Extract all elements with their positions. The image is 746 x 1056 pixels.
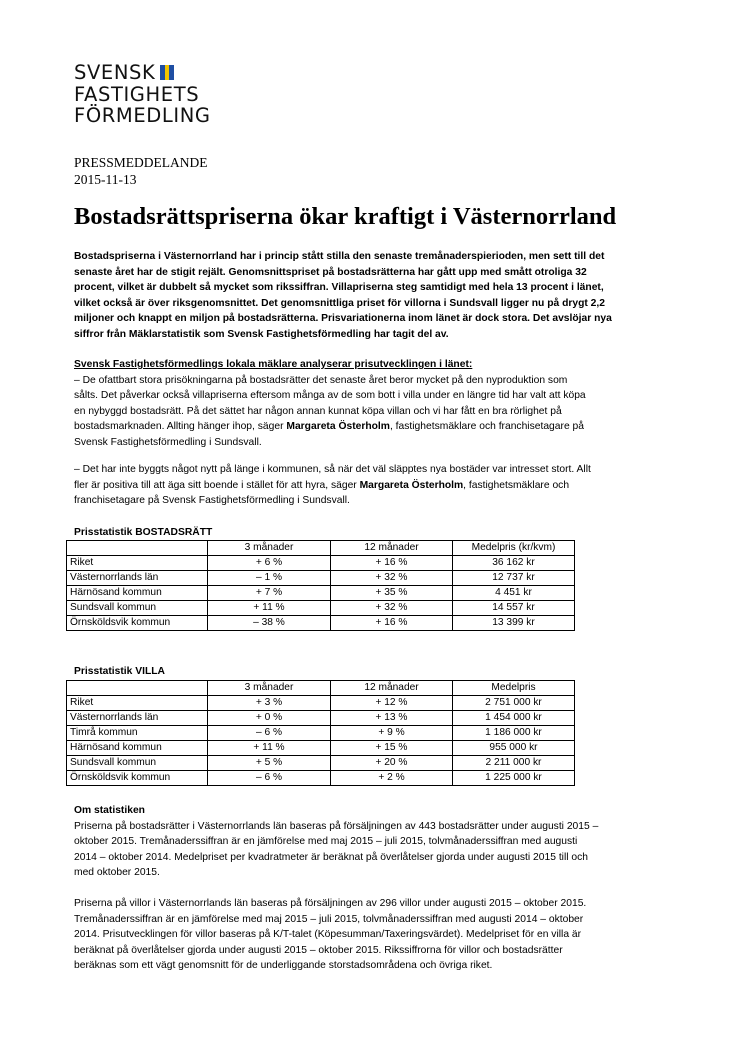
change-3m-cell: – 1 %	[208, 571, 331, 586]
intro-line: Bostadspriserna i Västernorrland har i princip stått stilla den senaste tremånaderspierioden, men sett till det	[74, 251, 605, 262]
table-header-row	[67, 681, 575, 696]
table-row	[67, 726, 575, 741]
region-cell: Riket	[67, 696, 208, 711]
header-cell	[67, 541, 208, 556]
quote-line: Svensk Fastighetsförmedling i Sundsvall.	[74, 436, 262, 448]
table-row	[67, 556, 575, 571]
about-line: beräknat på överlåtelser gjorda under augusti 2015 – oktober 2015. Rikssiffrorna för villor och bostadsrätter	[74, 944, 563, 956]
villa-table	[66, 680, 575, 786]
table-row	[67, 696, 575, 711]
region-cell: Härnösand kommun	[67, 586, 208, 601]
change-3m-cell: + 11 %	[208, 741, 331, 756]
quote-line: franchisetagare på Svensk Fastighetsförmedling i Sundsvall.	[74, 495, 350, 506]
quote-text: fler är positiva till att äga sitt boende i stället för att hyra, säger	[74, 479, 360, 491]
table-header-row	[67, 541, 575, 556]
bostadsratt-table	[66, 540, 575, 631]
avg-price-cell: 1 186 000 kr	[453, 726, 575, 741]
region-cell: Örnsköldsvik kommun	[67, 771, 208, 786]
header-cell	[67, 681, 208, 696]
change-3m-cell: – 6 %	[208, 771, 331, 786]
company-logo	[74, 62, 211, 127]
change-12m-cell: + 2 %	[331, 771, 453, 786]
avg-price-cell: 13 399 kr	[453, 616, 575, 631]
document-date: 2015-11-13	[74, 172, 137, 187]
document-type: PRESSMEDDELANDE	[74, 155, 208, 170]
table-row	[67, 756, 575, 771]
intro-paragraph	[74, 249, 684, 342]
quote-text: , fastighetsmäklare och	[463, 479, 570, 491]
header-cell: 12 månader	[331, 541, 453, 556]
table-row	[67, 586, 575, 601]
table-row	[67, 741, 575, 756]
intro-line: miljoner och knappt en miljon på bostadsrätterna. Prisvariationerna inom länet är dock stora. Det avslöjar nya	[74, 313, 612, 324]
change-12m-cell: + 16 %	[331, 556, 453, 571]
change-3m-cell: + 11 %	[208, 601, 331, 616]
table-caption-bostadsratt: Prisstatistik BOSTADSRÄTT	[74, 527, 213, 538]
avg-price-cell: 955 000 kr	[453, 741, 575, 756]
swedish-flag-icon	[160, 65, 174, 80]
avg-price-cell: 1 225 000 kr	[453, 771, 575, 786]
avg-price-cell: 12 737 kr	[453, 571, 575, 586]
analysis-heading: Svensk Fastighetsförmedlings lokala mäklare analyserar prisutvecklingen i länet:	[74, 359, 473, 370]
quote-line	[74, 478, 684, 494]
region-cell: Timrå kommun	[67, 726, 208, 741]
quote-text: , fastighetsmäklare och franchisetagare på	[389, 421, 584, 432]
broker-name: Margareta Österholm	[359, 479, 464, 491]
table-row	[67, 601, 575, 616]
about-line: 2014. Prisutvecklingen för villor baseras på K/T-talet (Köpesumman/Taxeringsvärdet). Medelpriset för en villa är	[74, 929, 582, 940]
about-heading: Om statistiken	[74, 805, 145, 816]
change-3m-cell: – 6 %	[208, 726, 331, 741]
avg-price-cell: 14 557 kr	[453, 601, 575, 616]
change-3m-cell: + 3 %	[208, 696, 331, 711]
change-12m-cell: + 20 %	[331, 756, 453, 771]
header-cell: 3 månader	[208, 681, 331, 696]
analysis-section	[74, 357, 684, 450]
region-cell: Västernorrlands län	[67, 711, 208, 726]
page-title: Bostadsrättspriserna ökar kraftigt i Västernorrland	[74, 203, 617, 230]
change-3m-cell: + 5 %	[208, 756, 331, 771]
region-cell: Sundsvall kommun	[67, 601, 208, 616]
avg-price-cell: 2 211 000 kr	[453, 756, 575, 771]
about-line: med oktober 2015.	[74, 867, 160, 878]
table-row	[67, 771, 575, 786]
avg-price-cell: 2 751 000 kr	[453, 696, 575, 711]
region-cell: Västernorrlands län	[67, 571, 208, 586]
avg-price-cell: 1 454 000 kr	[453, 711, 575, 726]
change-12m-cell: + 12 %	[331, 696, 453, 711]
table-row	[67, 711, 575, 726]
change-12m-cell: + 13 %	[331, 711, 453, 726]
about-line: 2014 – oktober 2014. Medelpriset per kvadratmeter är beräknat på överlåtelser gjorda under augusti 2015 till och	[74, 851, 589, 863]
intro-line: procent, vilket är dubbelt så mycket som rikssiffran. Villapriserna steg samtidigt med hela 13 procent i länet,	[74, 282, 604, 293]
table-row	[67, 616, 575, 631]
quote-line: sålts. Det påverkar också villapriserna eftersom många av de som bott i villa under en längre tid har valt att köpa	[74, 390, 586, 401]
quote-line	[74, 419, 684, 435]
logo-line-3: FÖRMEDLING	[74, 104, 211, 127]
region-cell: Örnsköldsvik kommun	[67, 616, 208, 631]
change-12m-cell: + 15 %	[331, 741, 453, 756]
intro-line: siffror från Mäklarstatistik som Svensk Fastighetsförmedling har tagit del av.	[74, 328, 449, 340]
change-3m-cell: – 38 %	[208, 616, 331, 631]
region-cell: Härnösand kommun	[67, 741, 208, 756]
quote-text: bostadsmarknaden. Allting hänger ihop, säger	[74, 421, 287, 432]
header-cell: Medelpris (kr/kvm)	[453, 541, 575, 556]
quote-line: en nybyggd bostadsrätt. På det sättet har någon annan kunnat köpa villan och vi har fått en bra rörlighet på	[74, 405, 562, 417]
analysis-quote-2	[74, 462, 684, 509]
avg-price-cell: 36 162 kr	[453, 556, 575, 571]
change-3m-cell: + 6 %	[208, 556, 331, 571]
change-3m-cell: + 0 %	[208, 711, 331, 726]
header-cell: 3 månader	[208, 541, 331, 556]
change-12m-cell: + 32 %	[331, 601, 453, 616]
table-row	[67, 571, 575, 586]
change-12m-cell: + 9 %	[331, 726, 453, 741]
broker-name: Margareta Österholm	[286, 421, 390, 432]
about-line: beräknas som ett vägt genomsnitt för de underliggande storstadsområdena och övriga riket.	[74, 960, 493, 971]
header-cell: 12 månader	[331, 681, 453, 696]
table-caption-villa: Prisstatistik VILLA	[74, 666, 165, 677]
change-12m-cell: + 16 %	[331, 616, 453, 631]
quote-line: – Det har inte byggts något nytt på länge i kommunen, så när det väl släpptes nya bostäder var intresset stort. Allt	[74, 464, 591, 475]
about-section	[74, 803, 684, 881]
change-12m-cell: + 35 %	[331, 586, 453, 601]
region-cell: Sundsvall kommun	[67, 756, 208, 771]
region-cell: Riket	[67, 556, 208, 571]
header-cell: Medelpris	[453, 681, 575, 696]
change-12m-cell: + 32 %	[331, 571, 453, 586]
about-line: Tremånaderssiffran är en jämförelse med maj 2015 – juli 2015, tolvmånaderssiffran med augusti 2014 – oktober	[74, 913, 584, 925]
intro-line: vilket också är över riksgenomsnittet. Det genomsnittliga priset för villorna i Sundsvall ligger nu på drygt 2,2	[74, 297, 605, 309]
quote-line: – De ofattbart stora prisökningarna på bostadsrätter det senaste året beror mycket på den nyproduktion som	[74, 374, 568, 386]
about-line: oktober 2015. Tremånaderssiffran är en jämförelse med maj 2015 – juli 2015, tolvmånaderssiffran med augusti	[74, 836, 578, 847]
change-3m-cell: + 7 %	[208, 586, 331, 601]
about-paragraph-2	[74, 896, 684, 974]
logo-line-1: SVENSK	[74, 61, 156, 84]
intro-line: senaste året har de stigit rejält. Genomsnittspriset på bostadsrätterna har gått upp med smått otroliga 32	[74, 266, 587, 278]
document-meta	[74, 154, 208, 188]
avg-price-cell: 4 451 kr	[453, 586, 575, 601]
about-line: Priserna på bostadsrätter i Västernorrlands län baseras på försäljningen av 443 bostadsrätter under augusti 2015 –	[74, 820, 599, 832]
about-line: Priserna på villor i Västernorrlands län baseras på försäljningen av 296 villor under augusti 2015 – oktober 2015.	[74, 898, 587, 909]
logo-line-2: FASTIGHETS	[74, 82, 200, 106]
